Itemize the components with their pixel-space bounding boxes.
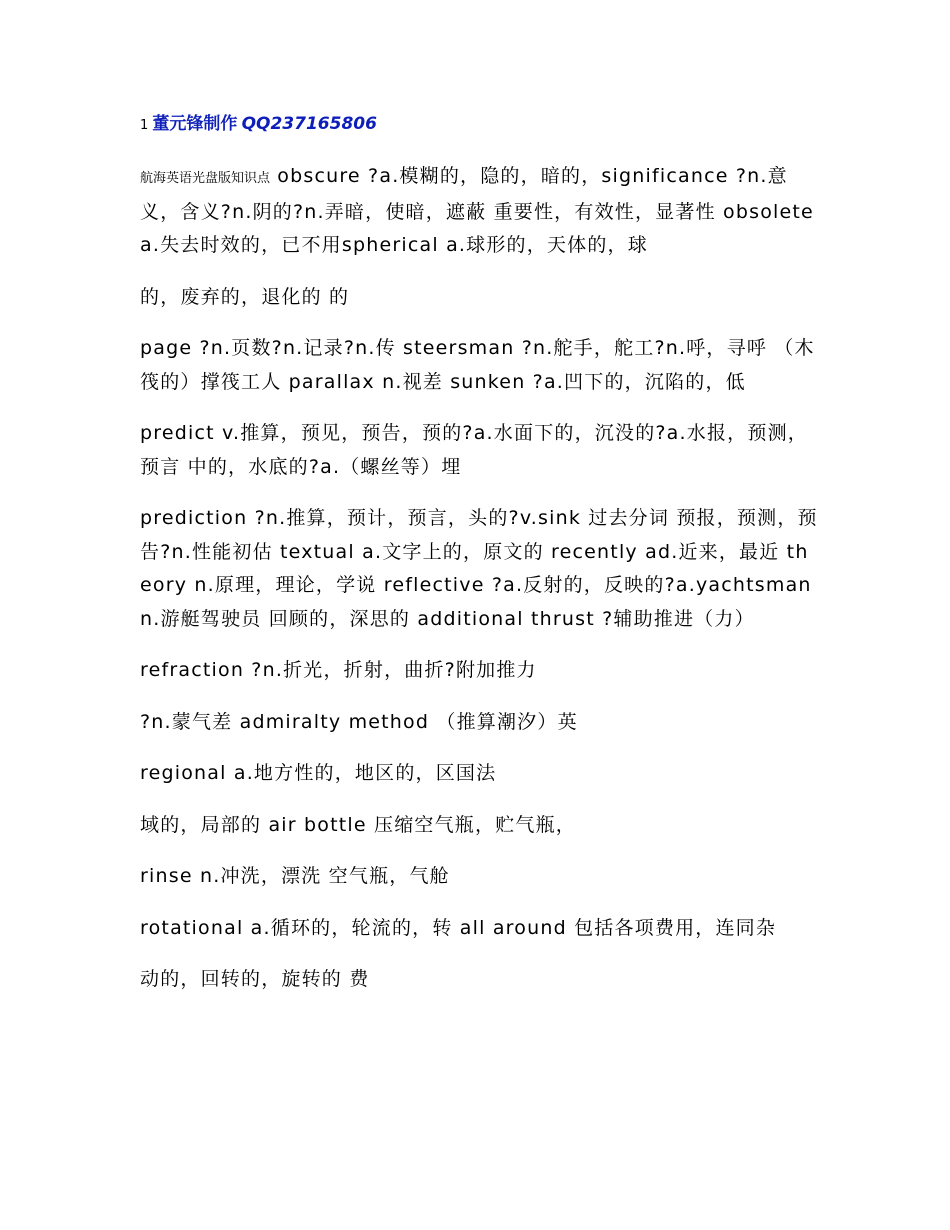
paragraph-7: ?n.蒙气差 admiralty method （推算潮汐）英 — [140, 710, 578, 733]
paragraph-4: predict v.推算，预见，预告，预的?a.水面下的，沉没的?a.水报，预测，预言 中的，水底的?a.（螺丝等）埋 — [140, 422, 808, 478]
paragraph-1 — [140, 160, 820, 263]
qq-contact: QQ237165806 — [241, 114, 377, 134]
paragraph-text: obscure ?a.模糊的，隐的，暗的，significance ?n.意义，含义?n.阴的?n.弄暗，使暗，遮蔽 重要性，有效性，显著性 obsolete a.失去时效的，已不用spherical a.球形的，天体的，球 — [140, 165, 814, 256]
author-credit: 董元锋制作 — [152, 114, 238, 134]
paragraph-3: page ?n.页数?n.记录?n.传 steersman ?n.舵手，舵工?n.呼，寻呼 （木筏的）撑筏工人 parallax n.视差 sunken ?a.凹下的，沉陷的，低 — [140, 337, 815, 393]
paragraph-6: refraction ?n.折光，折射，曲折?附加推力 — [140, 659, 537, 681]
paragraph-5: prediction ?n.推算，预计，预言，头的?v.sink 过去分词 预报，预测，预告?n.性能初估 textual a.文字上的，原文的 recently ad.近来，最近 theory n.原理，理论，学说 reflective ?a.反射的，反映的?a.yachtsman n.游艇驾驶员 回顾的，深思的 additional thrust ?辅助推进（力） — [140, 507, 818, 630]
paragraph-10: rinse n.冲洗，漂洗 空气瓶，气舱 — [140, 865, 450, 887]
document-topic-label: 航海英语光盘版知识点 — [140, 171, 271, 186]
paragraph-12: 动的，回转的，旋转的 费 — [140, 968, 370, 990]
document-header — [140, 112, 820, 138]
paragraph-2: 的，废弃的，退化的 的 — [140, 285, 350, 308]
paragraph-8: regional a.地方性的，地区的，区国法 — [140, 762, 497, 784]
paragraph-11: rotational a.循环的，轮流的，转 all around 包括各项费用，连同杂 — [140, 916, 777, 939]
paragraph-9: 域的，局部的 air bottle 压缩空气瓶，贮气瓶， — [140, 813, 577, 836]
page-number: 1 — [140, 118, 149, 133]
document-page — [140, 112, 820, 1015]
